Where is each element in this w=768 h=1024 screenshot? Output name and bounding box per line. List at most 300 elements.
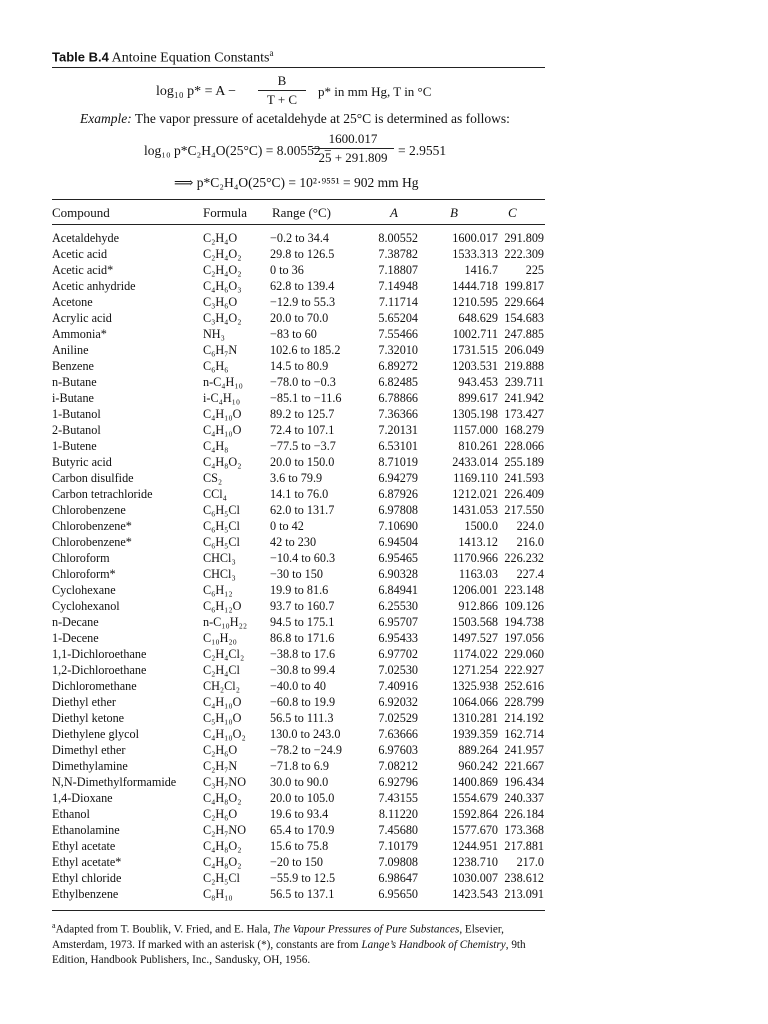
antoine-c-cell: 226.409 (504, 487, 544, 501)
compound-cell: Dichloromethane (52, 679, 137, 693)
compound-cell: Ethyl chloride (52, 871, 122, 885)
range-cell: 86.8 to 171.6 (270, 631, 335, 645)
antoine-a-cell: 7.43155 (378, 791, 418, 805)
compound-cell: Butyric acid (52, 455, 112, 469)
compound-cell: Ethylbenzene (52, 887, 119, 901)
formula-cell: C₄H₈O₂ (203, 855, 242, 869)
antoine-a-cell: 7.14948 (378, 279, 418, 293)
example-text (80, 111, 510, 127)
table-row (0, 870, 768, 886)
table-row (0, 774, 768, 790)
compound-cell: Diethyl ether (52, 695, 116, 709)
antoine-a-cell: 7.36366 (378, 407, 418, 421)
formula-cell: C₂H₆O (203, 807, 238, 821)
antoine-a-cell: 6.90328 (378, 567, 418, 581)
footnote-mark: a (52, 921, 56, 930)
table-row (0, 438, 768, 454)
compound-cell: Chlorobenzene* (52, 535, 132, 549)
antoine-a-cell: 6.94279 (378, 471, 418, 485)
compound-cell: Acetic anhydride (52, 279, 136, 293)
antoine-c-cell: 228.799 (504, 695, 544, 709)
table-row (0, 742, 768, 758)
antoine-a-cell: 7.55466 (378, 327, 418, 341)
formula-cell: C₆H₁₂ (203, 583, 233, 597)
table-row (0, 262, 768, 278)
formula-cell: CH₂Cl₂ (203, 679, 240, 693)
antoine-c-cell: 173.368 (504, 823, 544, 837)
antoine-b-cell: 1577.670 (452, 823, 498, 837)
antoine-a-cell: 6.97808 (378, 503, 418, 517)
compound-cell: n-Butane (52, 375, 97, 389)
footnote (52, 918, 548, 968)
compound-cell: Acetic acid* (52, 263, 114, 277)
table-row (0, 758, 768, 774)
antoine-b-cell: 1305.198 (452, 407, 498, 421)
range-cell: −30 to 150 (270, 567, 323, 581)
antoine-a-cell: 6.84941 (378, 583, 418, 597)
example-denominator: 25 + 291.809 (318, 150, 388, 165)
formula-cell: C₄H₈ (203, 439, 229, 453)
antoine-b-cell: 1203.531 (452, 359, 498, 373)
compound-cell: Acetone (52, 295, 93, 309)
table-row (0, 566, 768, 582)
range-cell: 65.4 to 170.9 (270, 823, 335, 837)
table-row (0, 518, 768, 534)
antoine-b-cell: 1244.951 (452, 839, 498, 853)
antoine-a-cell: 6.95707 (378, 615, 418, 629)
range-cell: −78.0 to −0.3 (270, 375, 336, 389)
antoine-c-cell: 168.279 (504, 423, 544, 437)
formula-cell: C₃H₆O (203, 295, 238, 309)
table-row (0, 710, 768, 726)
table-row (0, 390, 768, 406)
antoine-c-cell: 229.060 (504, 647, 544, 661)
range-cell: −77.5 to −3.7 (270, 439, 336, 453)
header-range: Range (°C) (272, 205, 331, 220)
compound-cell: Carbon disulfide (52, 471, 134, 485)
footnote-text-1: Adapted from T. Boublik, V. Fried, and E. Hala, (55, 923, 274, 936)
caption-footnote-mark: a (269, 48, 274, 58)
antoine-a-cell: 7.09808 (378, 855, 418, 869)
footnote-title-2: Lange’s Handbook of Chemistry (361, 938, 506, 951)
antoine-c-cell: 173.427 (504, 407, 544, 421)
table-row (0, 374, 768, 390)
antoine-b-cell: 1500.0 (464, 519, 498, 533)
compound-cell: 1,1-Dichloroethane (52, 647, 147, 661)
table-row (0, 502, 768, 518)
antoine-b-cell: 1170.966 (452, 551, 498, 565)
range-cell: −12.9 to 55.3 (270, 295, 336, 309)
antoine-c-cell: 221.667 (504, 759, 544, 773)
range-cell: −85.1 to −11.6 (270, 391, 342, 405)
range-cell: −30.8 to 99.4 (270, 663, 336, 677)
antoine-c-cell: 291.809 (504, 231, 544, 245)
antoine-c-cell: 222.927 (504, 663, 544, 677)
table-label: Table B.4 (52, 49, 109, 65)
compound-cell: Chloroform (52, 551, 110, 565)
antoine-a-cell: 7.10179 (378, 839, 418, 853)
antoine-b-cell: 1157.000 (452, 423, 498, 437)
antoine-b-cell: 1731.515 (452, 343, 498, 357)
header-c: C (508, 205, 517, 220)
formula-cell: C₃H₄O₂ (203, 311, 242, 325)
formula-cell: C₂H₄O (203, 231, 238, 245)
formula-cell: C₂H₄Cl₂ (203, 647, 245, 661)
table-row (0, 454, 768, 470)
example-numerator: 1600.017 (312, 131, 394, 149)
antoine-a-cell: 6.95433 (378, 631, 418, 645)
range-cell: 29.8 to 126.5 (270, 247, 335, 261)
antoine-a-cell: 6.95465 (378, 551, 418, 565)
antoine-c-cell: 199.817 (504, 279, 544, 293)
compound-cell: Ethyl acetate* (52, 855, 122, 869)
formula-cell: C₂H₅Cl (203, 871, 240, 885)
antoine-b-cell: 1497.527 (452, 631, 498, 645)
range-cell: 56.5 to 137.1 (270, 887, 335, 901)
antoine-b-cell: 1533.313 (452, 247, 498, 261)
table-row (0, 550, 768, 566)
table-row (0, 326, 768, 342)
formula-cell: C₃H₇NO (203, 775, 247, 789)
antoine-c-cell: 228.066 (504, 439, 544, 453)
table-row (0, 630, 768, 646)
formula-cell: C₂H₆O (203, 743, 238, 757)
range-cell: −40.0 to 40 (270, 679, 326, 693)
antoine-b-cell: 1206.001 (452, 583, 498, 597)
compound-cell: 1,2-Dichloroethane (52, 663, 147, 677)
range-cell: 93.7 to 160.7 (270, 599, 335, 613)
antoine-c-cell: 217.550 (504, 503, 544, 517)
antoine-a-cell: 7.08212 (378, 759, 418, 773)
footnote-text-3: , 9th Edition, Handbook Publishers, Inc., Sandusky, OH, 1956. (52, 938, 526, 966)
antoine-b-cell: 810.261 (458, 439, 498, 453)
antoine-b-cell: 1174.022 (452, 647, 498, 661)
antoine-b-cell: 2433.014 (452, 455, 498, 469)
antoine-b-cell: 1030.007 (452, 871, 498, 885)
antoine-a-cell: 6.97603 (378, 743, 418, 757)
range-cell: 62.0 to 131.7 (270, 503, 335, 517)
range-cell: 94.5 to 175.1 (270, 615, 335, 629)
example-line1-lhs: log₁₀ p*C₂H₄O(25°C) = 8.00552 − (144, 143, 332, 158)
antoine-c-cell: 214.192 (504, 711, 544, 725)
antoine-a-cell: 6.92796 (378, 775, 418, 789)
table-row (0, 278, 768, 294)
formula-cell: C₄H₈O₂ (203, 455, 242, 469)
table-row (0, 598, 768, 614)
antoine-c-cell: 216.0 (516, 535, 544, 549)
table-row (0, 582, 768, 598)
antoine-a-cell: 7.02529 (378, 711, 418, 725)
antoine-c-cell: 226.184 (504, 807, 544, 821)
antoine-a-cell: 6.53101 (378, 439, 418, 453)
antoine-b-cell: 1600.017 (452, 231, 498, 245)
table-row (0, 310, 768, 326)
antoine-b-cell: 1064.066 (452, 695, 498, 709)
table-row (0, 646, 768, 662)
compound-cell: Diethylene glycol (52, 727, 139, 741)
compound-cell: Acrylic acid (52, 311, 112, 325)
antoine-c-cell: 225 (525, 263, 544, 277)
antoine-b-cell: 943.453 (458, 375, 498, 389)
header-b: B (450, 205, 458, 220)
antoine-b-cell: 1423.543 (452, 887, 498, 901)
formula-cell: C₄H₁₀O (203, 407, 242, 421)
table-row (0, 854, 768, 870)
formula-cell: C₆H₅Cl (203, 519, 240, 533)
antoine-c-cell: 224.0 (516, 519, 544, 533)
equation-denominator: T + C (266, 92, 298, 107)
range-cell: 3.6 to 79.9 (270, 471, 323, 485)
formula-cell: C₂H₄Cl (203, 663, 240, 677)
antoine-b-cell: 1212.021 (452, 487, 498, 501)
footnote-title-1: The Vapour Pressures of Pure Substances (273, 923, 460, 936)
example-line1-rhs: = 2.9551 (398, 143, 447, 158)
compound-cell: Chlorobenzene (52, 503, 126, 517)
antoine-b-cell: 1238.710 (452, 855, 498, 869)
antoine-b-cell: 899.617 (458, 391, 498, 405)
antoine-b-cell: 1503.568 (452, 615, 498, 629)
antoine-c-cell: 239.711 (504, 375, 544, 389)
compound-cell: Cyclohexane (52, 583, 116, 597)
example-sentence: The vapor pressure of acetaldehyde at 25°C is determined as follows: (134, 111, 510, 126)
antoine-c-cell: 241.593 (504, 471, 544, 485)
example-label: Example: (80, 111, 132, 126)
table-row (0, 358, 768, 374)
antoine-b-cell: 1444.718 (452, 279, 498, 293)
antoine-a-cell: 6.97702 (378, 647, 418, 661)
formula-cell: C₄H₆O₃ (203, 279, 242, 293)
antoine-b-cell: 1163.03 (458, 567, 498, 581)
compound-cell: Chloroform* (52, 567, 116, 581)
antoine-a-cell: 7.11714 (378, 295, 418, 309)
range-cell: 15.6 to 75.8 (270, 839, 329, 853)
header-formula: Formula (203, 205, 248, 220)
antoine-c-cell: 238.612 (504, 871, 544, 885)
formula-cell: C₆H₇N (203, 343, 238, 357)
range-cell: 62.8 to 139.4 (270, 279, 335, 293)
compound-cell: 1-Butene (52, 439, 97, 453)
equation-units: p* in mm Hg, T in °C (318, 84, 432, 99)
antoine-c-cell: 217.0 (516, 855, 544, 869)
antoine-c-cell: 255.189 (504, 455, 544, 469)
table-row (0, 294, 768, 310)
table-row (0, 694, 768, 710)
antoine-a-cell: 5.65204 (378, 311, 418, 325)
table-row (0, 806, 768, 822)
header-a: A (390, 205, 398, 220)
antoine-c-cell: 219.888 (504, 359, 544, 373)
range-cell: 130.0 to 243.0 (270, 727, 341, 741)
antoine-b-cell: 1002.711 (452, 327, 498, 341)
table-row (0, 822, 768, 838)
range-cell: −60.8 to 19.9 (270, 695, 336, 709)
range-cell: 20.0 to 70.0 (270, 311, 329, 325)
formula-cell: C₄H₁₀O (203, 423, 242, 437)
top-rule (52, 67, 545, 68)
antoine-a-cell: 6.98647 (378, 871, 418, 885)
antoine-a-cell: 6.89272 (378, 359, 418, 373)
formula-cell: n-C₁₀H₂₂ (203, 615, 248, 629)
formula-cell: CS₂ (203, 471, 223, 485)
antoine-c-cell: 217.881 (504, 839, 544, 853)
compound-cell: i-Butane (52, 391, 94, 405)
compound-cell: Ethanolamine (52, 823, 120, 837)
antoine-c-cell: 241.957 (504, 743, 544, 757)
antoine-b-cell: 889.264 (458, 743, 498, 757)
range-cell: 20.0 to 105.0 (270, 791, 335, 805)
antoine-a-cell: 8.71019 (378, 455, 418, 469)
antoine-a-cell: 8.00552 (378, 231, 418, 245)
formula-cell: C₆H₁₂O (203, 599, 242, 613)
formula-cell: C₅H₁₀O (203, 711, 242, 725)
antoine-c-cell: 162.714 (504, 727, 544, 741)
antoine-b-cell: 1939.359 (452, 727, 498, 741)
table-row (0, 470, 768, 486)
antoine-c-cell: 240.337 (504, 791, 544, 805)
antoine-a-cell: 7.20131 (378, 423, 418, 437)
table-row (0, 422, 768, 438)
range-cell: 0 to 36 (270, 263, 304, 277)
formula-cell: C₄H₈O₂ (203, 791, 242, 805)
antoine-c-cell: 109.126 (504, 599, 544, 613)
range-cell: 14.1 to 76.0 (270, 487, 329, 501)
formula-cell: C₂H₇N (203, 759, 238, 773)
header-bottom-rule (52, 224, 545, 225)
range-cell: −0.2 to 34.4 (270, 231, 330, 245)
range-cell: −78.2 to −24.9 (270, 743, 342, 757)
table-title: Antoine Equation Constants (111, 50, 270, 66)
range-cell: −83 to 60 (270, 327, 317, 341)
antoine-b-cell: 1400.869 (452, 775, 498, 789)
formula-cell: C₂H₄O₂ (203, 247, 242, 261)
example-line2: ⟹ p*C₂H₄O(25°C) = 10²·⁹⁵⁵¹ = 902 mm Hg (174, 175, 419, 190)
footnote-text-2: , Elsevier, Amsterdam, 1973. If marked with an asterisk (*), constants are from (52, 923, 504, 951)
compound-cell: Benzene (52, 359, 94, 373)
antoine-a-cell: 7.38782 (378, 247, 418, 261)
range-cell: −38.8 to 17.6 (270, 647, 336, 661)
antoine-b-cell: 1271.254 (452, 663, 498, 677)
antoine-c-cell: 206.049 (504, 343, 544, 357)
antoine-b-cell: 1210.595 (452, 295, 498, 309)
formula-cell: C₄H₁₀O₂ (203, 727, 246, 741)
table-row (0, 246, 768, 262)
table-row (0, 614, 768, 630)
antoine-a-cell: 6.94504 (378, 535, 418, 549)
antoine-c-cell: 213.091 (504, 887, 544, 901)
antoine-c-cell: 241.942 (504, 391, 544, 405)
table-row (0, 790, 768, 806)
range-cell: 19.9 to 81.6 (270, 583, 329, 597)
formula-cell: C₈H₁₀ (203, 887, 233, 901)
antoine-c-cell: 247.885 (504, 327, 544, 341)
table-row (0, 534, 768, 550)
antoine-c-cell: 197.056 (504, 631, 544, 645)
table-row (0, 486, 768, 502)
compound-cell: Acetaldehyde (52, 231, 119, 245)
range-cell: −55.9 to 12.5 (270, 871, 336, 885)
antoine-b-cell: 648.629 (458, 311, 498, 325)
antoine-a-cell: 7.45680 (378, 823, 418, 837)
formula-cell: NH₃ (203, 327, 225, 341)
formula-cell: C₁₀H₂₀ (203, 631, 237, 645)
antoine-a-cell: 7.63666 (378, 727, 418, 741)
compound-cell: Ethyl acetate (52, 839, 116, 853)
equation-numerator: B (258, 73, 306, 91)
antoine-a-cell: 7.10690 (378, 519, 418, 533)
antoine-b-cell: 1416.7 (464, 263, 498, 277)
range-cell: 20.0 to 150.0 (270, 455, 335, 469)
range-cell: 19.6 to 93.4 (270, 807, 329, 821)
range-cell: 42 to 230 (270, 535, 317, 549)
antoine-c-cell: 194.738 (504, 615, 544, 629)
formula-cell: C₄H₁₀O (203, 695, 242, 709)
compound-cell: 1-Butanol (52, 407, 101, 421)
range-cell: 14.5 to 80.9 (270, 359, 329, 373)
antoine-a-cell: 7.40916 (378, 679, 418, 693)
antoine-a-cell: 6.78866 (378, 391, 418, 405)
formula-cell: CHCl₃ (203, 551, 236, 565)
bottom-rule (52, 910, 545, 911)
antoine-c-cell: 252.616 (504, 679, 544, 693)
compound-cell: Acetic acid (52, 247, 108, 261)
range-cell: −10.4 to 60.3 (270, 551, 336, 565)
antoine-a-cell: 6.87926 (378, 487, 418, 501)
compound-cell: Dimethylamine (52, 759, 128, 773)
compound-cell: Cyclohexanol (52, 599, 120, 613)
table-row (0, 678, 768, 694)
formula-cell: C₆H₅Cl (203, 503, 240, 517)
table-row (0, 230, 768, 246)
header-top-rule (52, 199, 545, 200)
antoine-c-cell: 222.309 (504, 247, 544, 261)
antoine-b-cell: 1413.12 (458, 535, 498, 549)
compound-cell: Ammonia* (52, 327, 107, 341)
antoine-b-cell: 1592.864 (452, 807, 498, 821)
antoine-a-cell: 7.02530 (378, 663, 418, 677)
table-row (0, 838, 768, 854)
antoine-a-cell: 6.92032 (378, 695, 418, 709)
range-cell: 30.0 to 90.0 (270, 775, 329, 789)
range-cell: −71.8 to 6.9 (270, 759, 330, 773)
equation-fraction (258, 73, 306, 108)
compound-cell: 1-Decene (52, 631, 99, 645)
antoine-b-cell: 1431.053 (452, 503, 498, 517)
formula-cell: C₂H₇NO (203, 823, 247, 837)
antoine-b-cell: 1325.938 (452, 679, 498, 693)
range-cell: 72.4 to 107.1 (270, 423, 335, 437)
table-row (0, 886, 768, 902)
antoine-a-cell: 6.25530 (378, 599, 418, 613)
compound-cell: Aniline (52, 343, 89, 357)
range-cell: 0 to 42 (270, 519, 304, 533)
antoine-b-cell: 912.866 (458, 599, 498, 613)
antoine-c-cell: 226.232 (504, 551, 544, 565)
compound-cell: Chlorobenzene* (52, 519, 132, 533)
antoine-c-cell: 223.148 (504, 583, 544, 597)
antoine-a-cell: 7.18807 (378, 263, 418, 277)
range-cell: 102.6 to 185.2 (270, 343, 341, 357)
range-cell: −20 to 150 (270, 855, 323, 869)
range-cell: 89.2 to 125.7 (270, 407, 335, 421)
antoine-c-cell: 154.683 (504, 311, 544, 325)
formula-cell: C₆H₆ (203, 359, 229, 373)
range-cell: 56.5 to 111.3 (270, 711, 334, 725)
equation-lhs: log₁₀ p* = A − (156, 84, 237, 99)
antoine-b-cell: 1310.281 (452, 711, 498, 725)
antoine-b-cell: 1554.679 (452, 791, 498, 805)
compound-cell: n-Decane (52, 615, 99, 629)
formula-cell: C₂H₄O₂ (203, 263, 242, 277)
